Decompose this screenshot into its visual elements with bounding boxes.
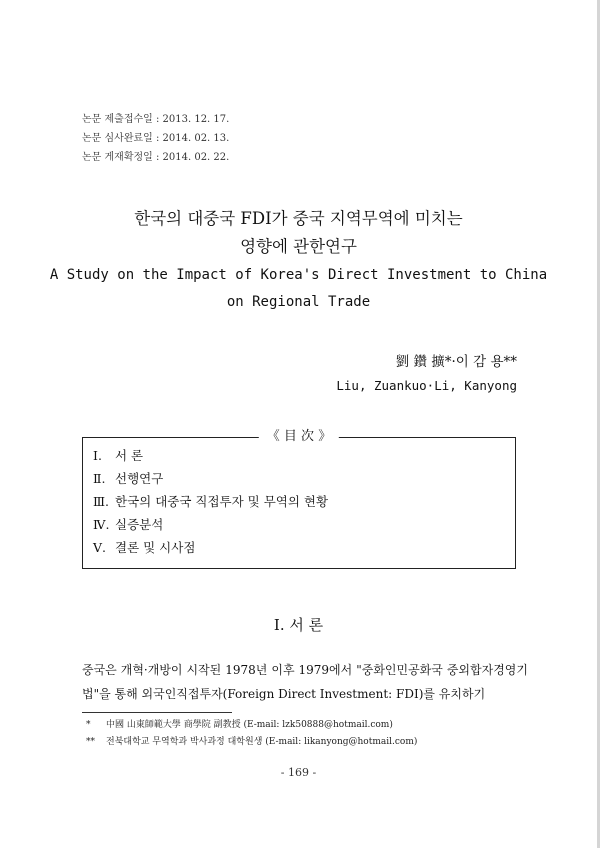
toc-item: [93, 536, 328, 559]
submission-dates: [82, 110, 229, 167]
footnotes: [86, 717, 417, 751]
authors-english: Liu, Zuankuo·Li, Kanyong: [336, 378, 517, 393]
table-of-contents: [82, 429, 516, 569]
footnote-divider: [82, 712, 232, 713]
english-title-line-1: A Study on the Impact of Korea's Direct Investment to China: [49, 267, 548, 283]
toc-item-number: Ⅲ.: [93, 494, 110, 509]
english-title: [0, 262, 597, 316]
toc-heading: 《 目 次 》: [259, 428, 339, 446]
toc-item: [93, 467, 328, 490]
toc-item-number: Ⅳ.: [93, 517, 110, 532]
footnote-mark: **: [86, 737, 95, 747]
date-received: 논문 제출접수일 : 2013. 12. 17.: [82, 114, 230, 125]
toc-item-number: Ⅱ.: [93, 471, 106, 486]
toc-item-number: Ⅰ.: [93, 448, 102, 463]
toc-item-label: 실증분석: [115, 517, 164, 532]
date-reviewed: 논문 심사완료일 : 2014. 02. 13.: [82, 133, 230, 144]
toc-item-label: 선행연구: [115, 471, 164, 486]
korean-title: [0, 205, 597, 261]
toc-item-label: 서 론: [115, 448, 144, 463]
footnote-text: 전북대학교 무역학과 박사과정 대학원생 (E-mail: likanyong@hotmail.com): [106, 737, 418, 747]
toc-item: [93, 490, 328, 513]
korean-title-line-1: 한국의 대중국 FDI가 중국 지역무역에 미치는: [134, 209, 463, 228]
toc-item-label: 결론 및 시사점: [115, 540, 196, 555]
author-block: [336, 349, 517, 397]
footnote: [86, 734, 417, 751]
footnote: [86, 717, 417, 734]
toc-item-label: 한국의 대중국 직접투자 및 무역의 현황: [115, 494, 329, 509]
authors-korean: 劉 鑽 擴*·이 감 용**: [395, 354, 517, 370]
date-confirmed: 논문 게재확정일 : 2014. 02. 22.: [82, 152, 230, 163]
footnote-text: 中國 山東師範大學 商學院 副教授 (E-mail: lzk50888@hotmail.com): [106, 720, 393, 730]
toc-list: [93, 444, 328, 559]
body-paragraph: 중국은 개혁·개방이 시작된 1978년 이후 1979에서 "중화인민공화국 중외합자경영기법"을 통해 외국인직접투자(Foreign Direct Investment: FDI)를 유치하기: [82, 663, 528, 701]
toc-item-number: Ⅴ.: [93, 540, 107, 555]
toc-item: [93, 513, 328, 536]
page-number: - 169 -: [280, 766, 317, 779]
section-heading: Ⅰ. 서 론: [273, 616, 324, 634]
footnote-mark: *: [86, 720, 91, 730]
english-title-line-2: on Regional Trade: [226, 294, 371, 310]
toc-item: [93, 444, 328, 467]
korean-title-line-2: 영향에 관한연구: [240, 237, 357, 256]
